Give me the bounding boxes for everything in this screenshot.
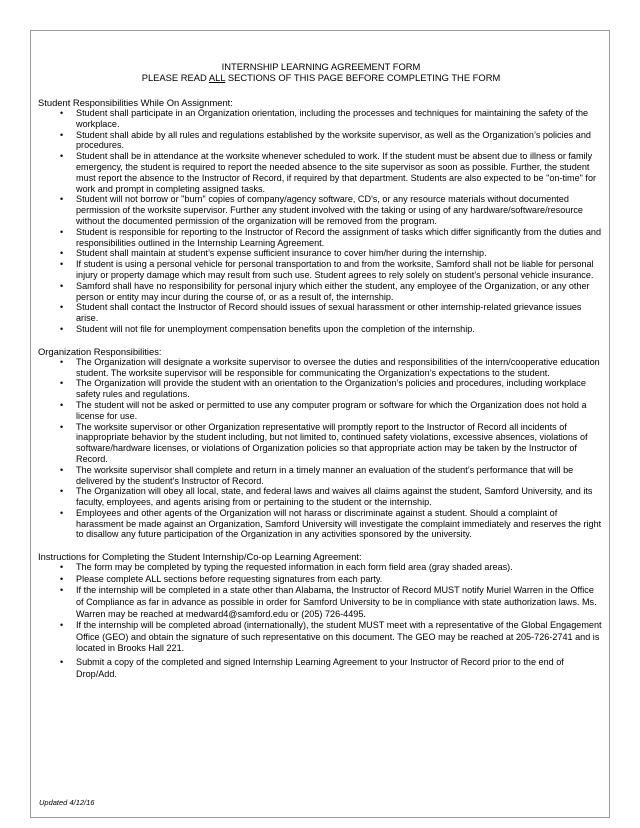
bullet-icon: • [60,129,64,140]
list-item-text: Student shall be in attendance at the worksite whenever scheduled to work. If the student must be absent due to illness or family emergency, the student is required to report the needed absence to the site supervisor as soon as possible. Further, the student must report the absence to the Instructor of Record, if required by that department. Students are also expected to be "on-time" for work and prompt in completing assigned tasks. [76,151,597,194]
list-item-text: If the internship will be completed abroad (internationally), the student MUST meet with a representative of the Global Engagement Office (GEO) and obtain the signature of such representative on this document. The GEO may be reached at 205-726-2741 and is located in Brooks Hall 221. [76,620,602,654]
list-item [38,130,604,152]
list-item-text: If student is using a personal vehicle for personal transportation to and from the worksite, Samford shall not be liable for personal injury or property damage which may result from such use. Student agrees to rely solely on student’s personal vehicle insurance. [76,259,594,280]
list-item-text: Submit a copy of the completed and signed Internship Learning Agreement to your Instructor of Record prior to the end of Drop/Add. [76,657,564,679]
bullet-icon: • [60,562,64,573]
list-item [38,324,604,335]
document-content [38,61,604,680]
list-item [38,400,604,422]
list-item [38,227,604,249]
list-item-text: Student is responsible for reporting to the Instructor of Record the assignment of tasks which differ significantly from the duties and responsibilities outlined in the Internship Learning Agreement. [76,226,602,248]
list-item [38,574,604,586]
form-title-line2-underlined: ALL [208,72,226,83]
list-item-text: Student shall contact the Instructor of Record should issues of sexual harassment or other internship-related grievance issues arise. [76,302,582,324]
list-item-text: If the internship will be completed in a state other than Alabama, the Instructor of Record MUST notify Muriel Warren in the Office of Compliance as far in advance as possible in order for Samford University to be in compliance with state authorization laws. Ms. Warren may be reached at medward4@samford.edu or (205) 726-4495. [76,585,597,619]
bullet-icon: • [60,226,64,237]
list-item [38,194,604,226]
bullet-icon: • [60,486,64,497]
updated-date: Updated 4/12/16 [39,798,95,807]
bullet-icon: • [60,356,64,367]
list-item-text: The worksite supervisor or other Organization representative will promptly report to the Instructor of Record all incidents of inappropriate behavior by the student including, but not limited to, continued safety violations, excessive absences, violations of software/hardware licenses, or violations of Organization policies so that appropriate action may be taken by the Instructor of Record. [76,421,588,464]
list-item [38,620,604,655]
bullet-icon: • [60,421,64,432]
list-item-text: The form may be completed by typing the requested information in each form field area (gray shaded areas). [76,562,513,573]
list-item-text: The Organization will designate a worksite supervisor to oversee the duties and responsibilities of the intern/cooperative education student. The worksite supervisor will be responsible for communicating the Organization’s expectations to the student. [76,356,600,378]
bullet-icon: • [60,399,64,410]
list-item [38,151,604,194]
student-responsibilities-heading: Student Responsibilities While On Assignment: [38,97,233,108]
list-item [38,422,604,465]
organization-responsibilities-heading: Organization Responsibilities: [38,345,162,357]
organization-responsibilities-list [38,357,604,541]
list-item-text: The Organization will provide the student with an orientation to the Organization’s policies and procedures, including workplace safety rules and regulations. [76,378,586,400]
list-item-text: The worksite supervisor shall complete and return in a timely manner an evaluation of the student’s performance that will be delivered by the student’s Instructor of Record. [76,464,574,486]
list-item-text: Student will not file for unemployment compensation benefits upon the completion of the internship. [76,323,475,334]
list-item [38,508,604,540]
student-responsibilities-list [38,108,604,335]
bullet-icon: • [60,108,64,118]
bullet-icon: • [60,259,64,270]
document-page [30,30,610,818]
bullet-icon: • [60,507,64,518]
list-item-text: Samford shall have no responsibility for personal injury which either the student, any employee of the Organization, or any other person or entity may incur during the course of, or as a result of, the internship. [76,280,590,302]
list-item [38,486,604,508]
list-item [38,378,604,400]
form-title-line1: INTERNSHIP LEARNING AGREEMENT FORM [221,61,421,72]
list-item [38,281,604,303]
list-item [38,657,604,680]
list-item [38,259,604,281]
list-item-text: The student will not be asked or permitted to use any computer program or software for which the Organization does not hold a license for use. [76,399,587,421]
list-item-text: Employees and other agents of the Organization will not harass or discriminate against a student. Should a complaint of harassment be made against an Organization, Samford University will investigate the complaint immediately and reserves the right to disallow any future participation of the Organization in any activities sponsored by the university. [76,507,602,540]
bullet-icon: • [60,151,64,162]
form-title-line2-post: SECTIONS OF THIS PAGE BEFORE COMPLETING THE FORM [225,72,501,83]
list-item [38,465,604,487]
bullet-icon: • [60,248,64,259]
form-title-line2-pre: PLEASE READ [141,72,209,83]
bullet-icon: • [60,194,64,205]
bullet-icon: • [60,620,64,631]
instructions-list [38,562,604,680]
list-item [38,357,604,379]
list-item-text: Student shall participate in an Organization orientation, including the processes and techniques for maintaining the safety of the workplace. [76,108,589,129]
list-item [38,585,604,620]
form-title [38,61,604,83]
bullet-icon: • [60,302,64,313]
list-item-text: Please complete ALL sections before requesting signatures from each party. [76,573,383,584]
bullet-icon: • [60,323,64,334]
list-item-text: The Organization will obey all local, state, and federal laws and waives all claims against the student, Samford University, and its faculty, employees, and agents arising from or pertaining to the student or the internship. [76,486,593,508]
bullet-icon: • [60,573,64,584]
bullet-icon: • [60,464,64,475]
instructions-heading: Instructions for Completing the Student Internship/Co-op Learning Agreement: [38,551,362,563]
list-item-text: Student shall maintain at student’s expense sufficient insurance to cover him/her during the internship. [76,248,487,259]
bullet-icon: • [60,378,64,389]
bullet-icon: • [60,585,64,596]
list-item [38,302,604,324]
bullet-icon: • [60,280,64,291]
list-item [38,248,604,259]
bullet-icon: • [60,657,64,668]
list-item-text: Student shall abide by all rules and regulations established by the worksite supervisor, as well as the Organization’s policies and procedures. [76,129,591,151]
list-item [38,108,604,130]
list-item-text: Student will not borrow or "burn" copies of company/agency software, CD's, or any resource materials without documented permission of the worksite supervisor. Further any student involved with the taking or using of any hardware/software/resource without the documented permission of the organization will be removed from the program. [76,194,583,226]
list-item [38,562,604,574]
